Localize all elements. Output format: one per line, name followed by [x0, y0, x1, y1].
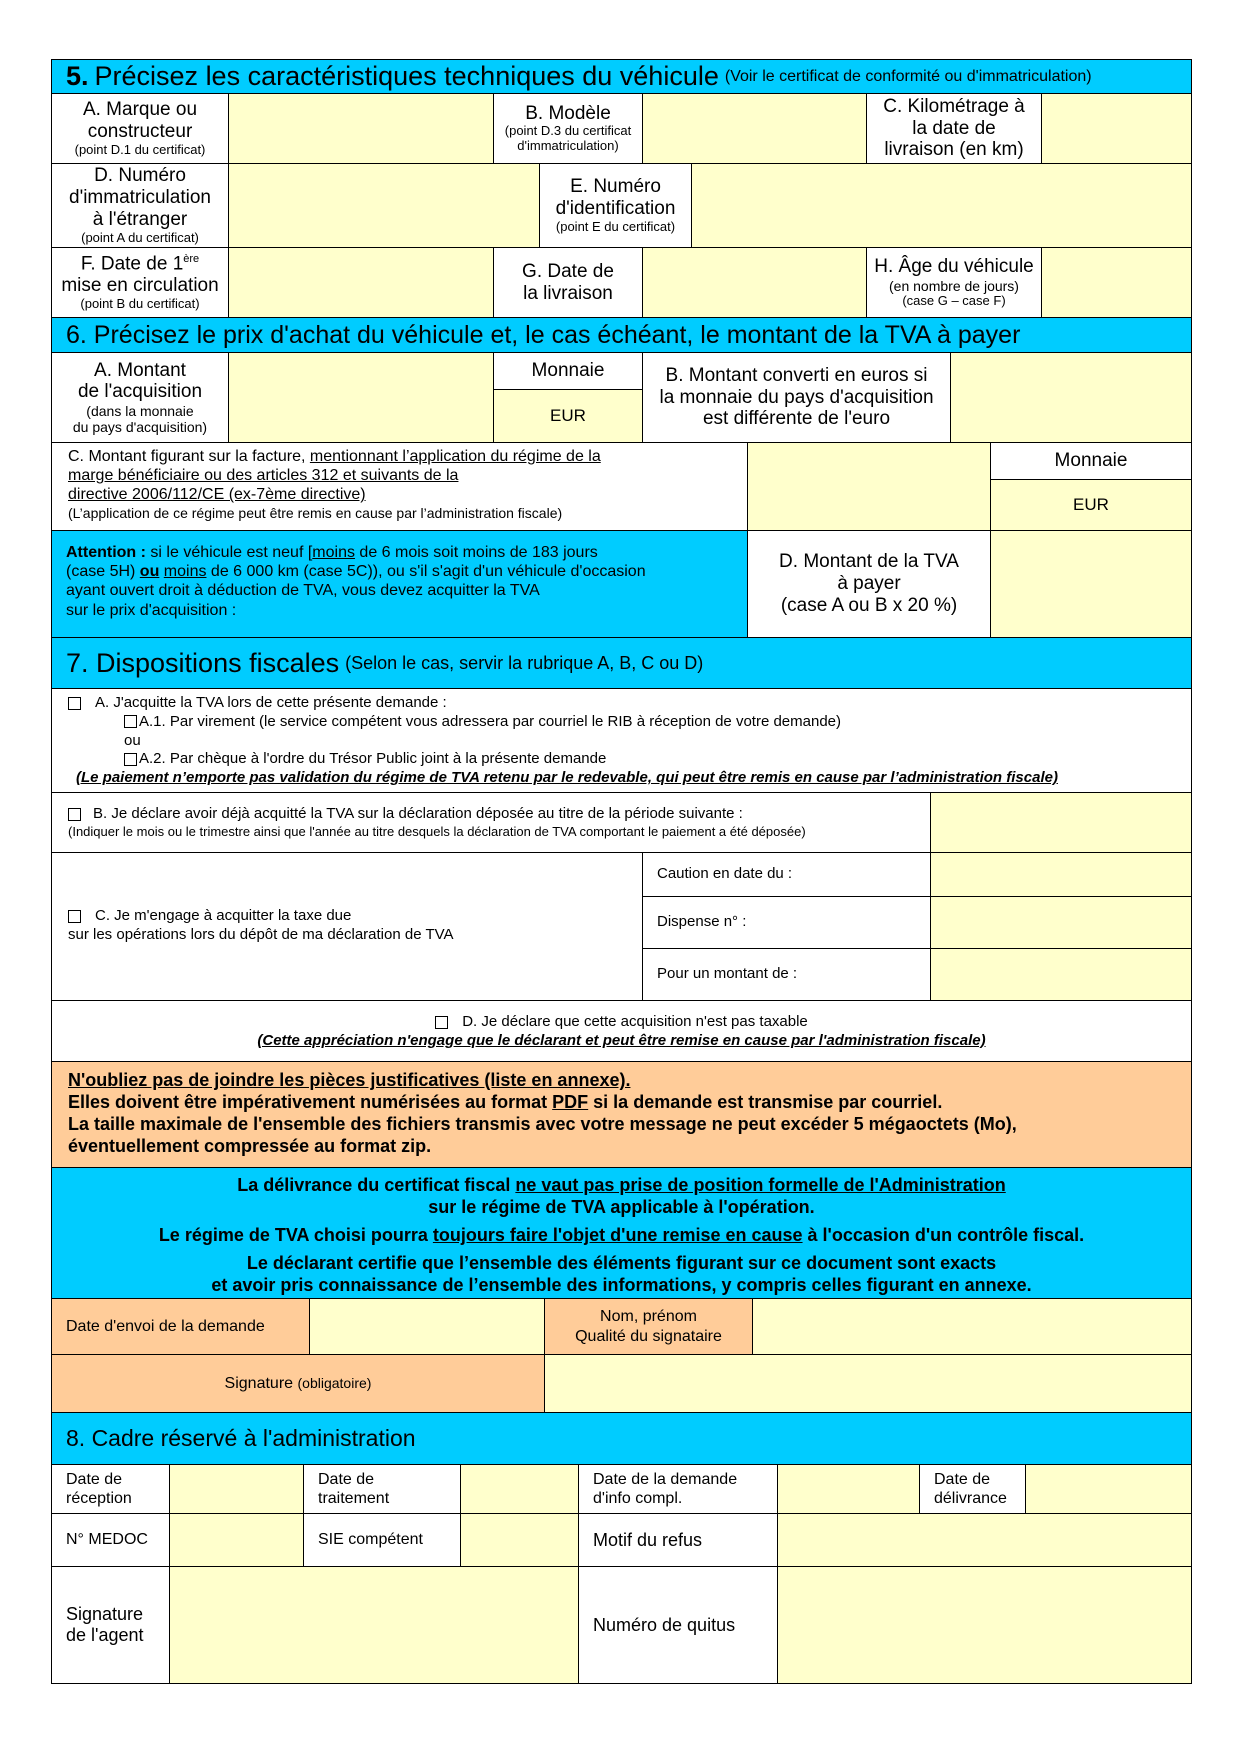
input-5d-immatriculation[interactable]	[228, 163, 540, 248]
section-8-header	[51, 1412, 1192, 1465]
section-8-title: 8. Cadre réservé à l'administration	[66, 1425, 416, 1451]
label-motif-refus: Motif du refus	[578, 1513, 778, 1567]
option-7b: B. Je déclare avoir déjà acquitté la TVA sur la déclaration déposée au titre de la période suivante : (Indiquer le mois ou le trimestre ainsi que l'année au titre desquels la déclaration de TVA comportant le paiement a été déposée)	[51, 792, 931, 853]
label-6d-montant-tva: D. Montant de la TVA à payer (case A ou B x 20 %)	[747, 530, 991, 638]
input-5a-marque[interactable]	[228, 93, 494, 164]
option-7d: D. Je déclare que cette acquisition n'est pas taxable (Cette appréciation n'engage que le déclarant et peut être remise en cause par l'administration fiscale)	[51, 1000, 1192, 1062]
input-5c-kilometrage[interactable]	[1041, 93, 1192, 164]
section-6-header	[51, 317, 1192, 353]
label-6c-monnaie: Monnaie	[990, 442, 1192, 480]
input-motif-refus[interactable]	[777, 1513, 1192, 1567]
label-medoc: N° MEDOC	[51, 1513, 170, 1567]
label-5c-kilometrage: C. Kilométrage à la date de livraison (en km)	[866, 93, 1042, 164]
delivrance-notice: La délivrance du certificat fiscal ne vaut pas prise de position formelle de l'Administration sur le régime de TVA applicable à l'opération. Le régime de TVA choisi pourra toujours faire l'objet d'une remise en cause à l'occasion d'un contrôle fiscal. Le déclarant certifie que l’ensemble des éléments figurant sur ce document sont exacts et avoir pris connaissance de l’ensemble des informations, y compris celles figurant en annexe.	[51, 1167, 1192, 1299]
label-date-envoi: Date d'envoi de la demande	[51, 1298, 310, 1355]
input-6a-montant[interactable]	[228, 352, 494, 443]
label-6c-montant-facture: C. Montant figurant sur la facture, mentionnant l’application du régime de la marge bénéficiaire ou des articles 312 et suivants de la directive 2006/112/CE (ex-7ème directive) (L’application de ce régime peut être remis en cause par l’administration fiscale)	[51, 442, 748, 531]
input-medoc[interactable]	[169, 1513, 304, 1567]
input-6c-montant-facture[interactable]	[747, 442, 991, 531]
label-5b-modele: B. Modèle (point D.3 du certificat d'immatriculation)	[493, 93, 643, 164]
input-6a-monnaie[interactable]: EUR	[493, 389, 643, 443]
label-signature: Signature (obligatoire)	[51, 1354, 545, 1413]
input-7b-periode[interactable]	[930, 792, 1192, 853]
label-5f-date-circulation: F. Date de 1ère mise en circulation (point B du certificat)	[51, 247, 229, 318]
option-7c: C. Je m'engage à acquitter la taxe due sur les opérations lors du dépôt de ma déclaration de TVA	[51, 852, 643, 1001]
label-5h-age-vehicule: H. Âge du véhicule (en nombre de jours) (case G – case F)	[866, 247, 1042, 318]
section-5-header	[51, 59, 1192, 94]
input-7c-montant[interactable]	[930, 948, 1192, 1001]
input-date-envoi[interactable]	[309, 1298, 545, 1355]
checkbox-7d[interactable]	[435, 1016, 448, 1029]
label-nom-qualite: Nom, prénom Qualité du signataire	[544, 1298, 753, 1355]
input-date-reception[interactable]	[169, 1464, 304, 1514]
section-5-number: 5.	[66, 61, 89, 91]
input-date-delivrance[interactable]	[1025, 1464, 1192, 1514]
label-signature-agent: Signature de l'agent	[51, 1566, 170, 1684]
section-7-title: 7. Dispositions fiscales	[66, 647, 340, 678]
input-date-info-compl[interactable]	[777, 1464, 920, 1514]
input-7c-caution[interactable]	[930, 852, 1192, 897]
input-5f-date-circulation[interactable]	[228, 247, 494, 318]
input-signature-agent[interactable]	[169, 1566, 579, 1684]
label-5e-identification: E. Numéro d'identification (point E du certificat)	[539, 163, 692, 248]
section-5-title: Précisez les caractéristiques techniques du véhicule	[94, 61, 719, 91]
option-7a: A. J'acquitte la TVA lors de cette présente demande : A.1. Par virement (le service compétent vous adressera par courriel le RIB à réception de votre demande) ou A.2. Par chèque à l'ordre du Trésor Public joint à la présente demande (Le paiement n’emporte pas validation du régime de TVA retenu par le redevable, qui peut être remis en cause par l’administration fiscale)	[51, 688, 1192, 793]
input-5h-age-vehicule[interactable]	[1041, 247, 1192, 318]
label-6a-monnaie: Monnaie	[493, 352, 643, 390]
input-7c-dispense[interactable]	[930, 896, 1192, 949]
label-date-traitement: Date de traitement	[303, 1464, 461, 1514]
checkbox-7a2[interactable]	[124, 753, 137, 766]
section-5-note: (Voir le certificat de conformité ou d'immatriculation)	[724, 67, 1092, 85]
label-date-delivrance: Date de délivrance	[919, 1464, 1026, 1514]
checkbox-7c[interactable]	[68, 910, 81, 923]
label-5d-immatriculation: D. Numéro d'immatriculation à l'étranger (point A du certificat)	[51, 163, 229, 248]
input-numero-quitus[interactable]	[777, 1566, 1192, 1684]
label-5a-marque: A. Marque ou constructeur (point D.1 du certificat)	[51, 93, 229, 164]
input-sie-competent[interactable]	[460, 1513, 579, 1567]
label-sie-competent: SIE compétent	[303, 1513, 461, 1567]
checkbox-7a1[interactable]	[124, 715, 137, 728]
label-date-info-compl: Date de la demande d'info compl.	[578, 1464, 778, 1514]
label-7c-montant: Pour un montant de :	[642, 948, 931, 1001]
input-5e-identification[interactable]	[691, 163, 1192, 248]
label-date-reception: Date de réception	[51, 1464, 170, 1514]
input-5g-date-livraison[interactable]	[642, 247, 867, 318]
input-5b-modele[interactable]	[642, 93, 867, 164]
checkbox-7a[interactable]	[68, 697, 81, 710]
section-7-note: (Selon le cas, servir la rubrique A, B, C ou D)	[345, 652, 704, 673]
input-date-traitement[interactable]	[460, 1464, 579, 1514]
notice-pieces-justificatives: N'oubliez pas de joindre les pièces justificatives (liste en annexe). Elles doivent être impérativement numérisées au format PDF si la demande est transmise par courriel. La taille maximale de l'ensemble des fichiers transmis avec votre message ne peut excéder 5 mégaoctets (Mo), éventuellement compressée au format zip.	[51, 1061, 1192, 1168]
label-7c-dispense: Dispense n° :	[642, 896, 931, 949]
label-7c-caution: Caution en date du :	[642, 852, 931, 897]
section-7-header	[51, 637, 1192, 689]
label-numero-quitus: Numéro de quitus	[578, 1566, 778, 1684]
input-signature[interactable]	[544, 1354, 1192, 1413]
input-nom-qualite[interactable]	[752, 1298, 1192, 1355]
label-6a-montant: A. Montant de l'acquisition (dans la monnaie du pays d'acquisition)	[51, 352, 229, 443]
section-6-title: 6. Précisez le prix d'achat du véhicule et, le cas échéant, le montant de la TVA à payer	[66, 320, 1021, 349]
checkbox-7b[interactable]	[68, 808, 81, 821]
input-6b-montant-converti[interactable]	[950, 352, 1192, 443]
attention-box: Attention : si le véhicule est neuf [moins de 6 mois soit moins de 183 jours (case 5H) ou moins de 6 000 km (case 5C)), ou s'il s'agit d'un véhicule d'occasion ayant ouvert droit à déduction de TVA, vous devez acquitter la TVA sur le prix d'acquisition :	[51, 530, 748, 638]
label-5g-date-livraison: G. Date de la livraison	[493, 247, 643, 318]
input-6d-montant-tva[interactable]	[990, 530, 1192, 638]
input-6c-monnaie[interactable]: EUR	[990, 479, 1192, 531]
label-6b-montant-converti: B. Montant converti en euros si la monnaie du pays d'acquisition est différente de l'euro	[642, 352, 951, 443]
